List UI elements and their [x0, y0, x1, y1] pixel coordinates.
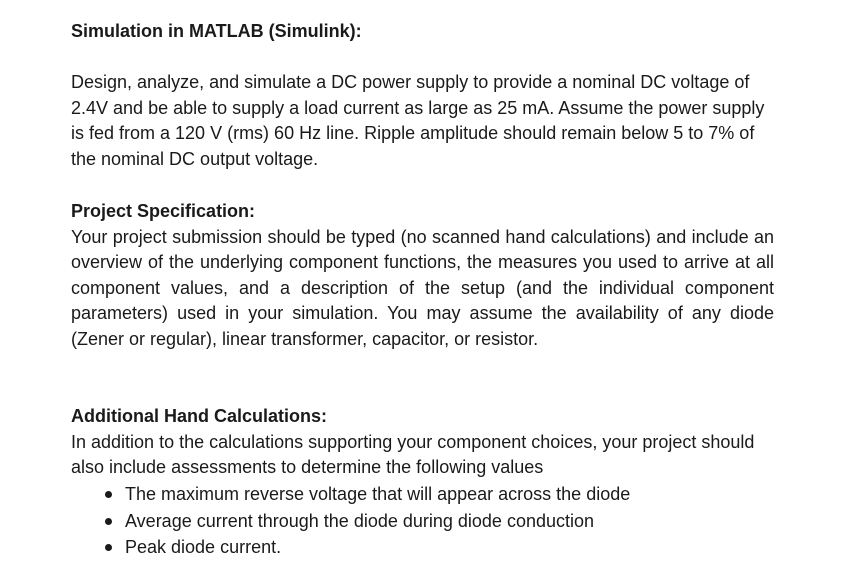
- project-spec-body: Your project submission should be typed (no scanned hand calculations) and include an overview of the underlying component functions, the measures you used to arrive at all component values, and a description of the setup (and the individual component parameters) used in your simulation. You may assume the availability of any diode (Zener or regular), linear transformer, capacitor, or resistor.: [71, 226, 774, 349]
- page-title: Simulation in MATLAB (Simulink):: [71, 21, 362, 41]
- project-spec-heading: Project Specification:: [71, 201, 256, 221]
- list-item: Peak diode current.: [71, 534, 774, 561]
- hand-calcs-list: [71, 481, 774, 561]
- intro-paragraph: Design, analyze, and simulate a DC power supply to provide a nominal DC voltage of 2.4V and be able to supply a load current as large as 25 mA. Assume the power supply is fed from a 120 V (rms) 60 Hz line. Ripple amplitude should remain below 5 to 7% of the nominal DC output voltage.: [71, 72, 765, 169]
- hand-calcs-body: In addition to the calculations supporting your component choices, your project should also include assessments to determine the following values: [71, 431, 755, 478]
- list-item: Average current through the diode during diode conduction: [71, 508, 774, 535]
- list-item: The maximum reverse voltage that will appear across the diode: [71, 481, 774, 508]
- project-spec-section: [71, 199, 774, 353]
- hand-calcs-heading: Additional Hand Calculations:: [71, 406, 328, 426]
- hand-calcs-section: [71, 404, 774, 481]
